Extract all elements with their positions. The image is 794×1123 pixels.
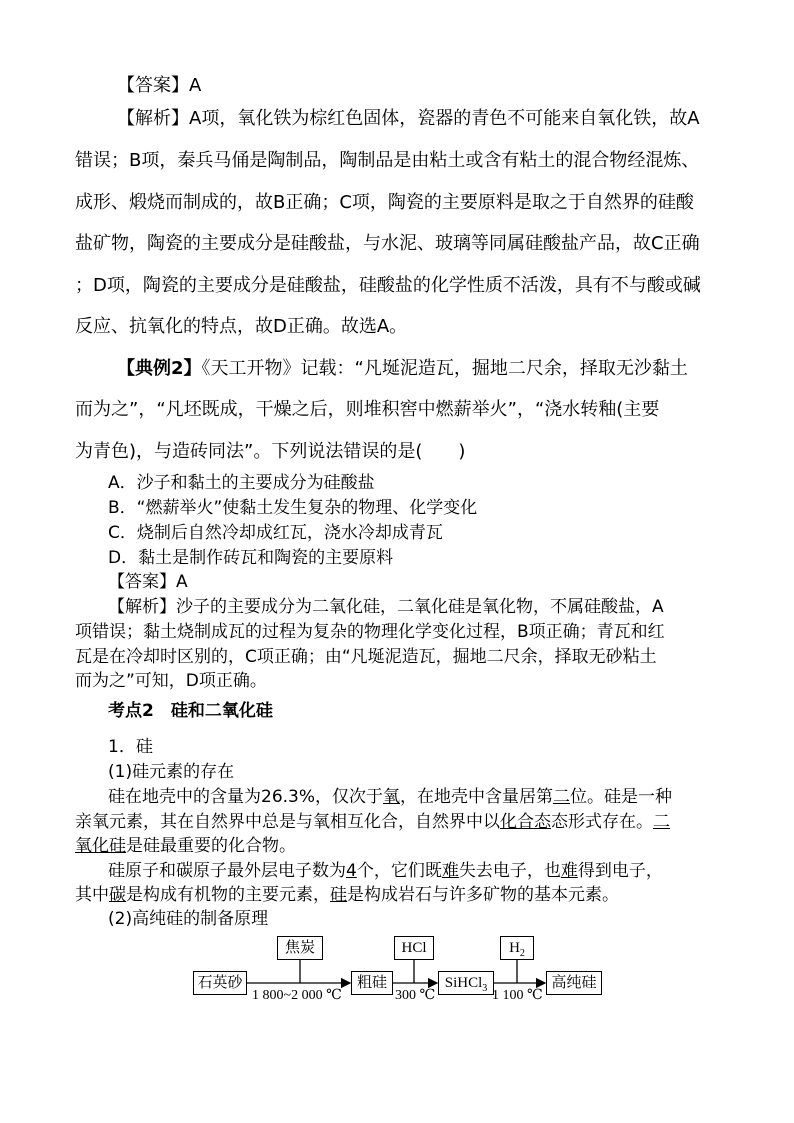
option-c: C．烧制后自然冷却成红瓦，浇水冷却成青瓦 bbox=[108, 523, 443, 543]
condition-2: 300 ℃ bbox=[395, 988, 436, 1003]
node-sihcl3: SiHCl$_3$ bbox=[438, 971, 494, 995]
reagent-hcl: HCl bbox=[394, 936, 434, 960]
para-1-line-1: 硅在地壳中的含量为26.3%，仅次于氧，在地壳中含量居第二位。硅是一种 bbox=[108, 787, 673, 807]
subheading-existence: (1)硅元素的存在 bbox=[108, 762, 235, 782]
analysis-1-line-2: 错误；B项，秦兵马俑是陶制品，陶制品是由粘土或含有粘土的混合物经混炼、 bbox=[75, 150, 700, 171]
option-a: A．沙子和黏土的主要成分为硅酸盐 bbox=[108, 473, 375, 493]
analysis-2-line-3: 瓦是在冷却时区别的，C项正确；由“凡埏泥造瓦，掘地二尺余，择取无砂粘土 bbox=[75, 647, 657, 667]
condition-3: 1 100 ℃ bbox=[492, 988, 543, 1003]
node-high-purity-silicon: 高纯硅 bbox=[546, 971, 602, 995]
example-2-question-2: 而为之”，“凡坯既成，干燥之后，则堆积窖中燃薪举火”，“浇水转釉(主要 bbox=[75, 399, 660, 420]
para-1-line-2: 亲氧元素，其在自然界中总是与氧相互化合，自然界中以化合态态形式存在。二 bbox=[75, 812, 670, 832]
para-2-line-1: 硅原子和碳原子最外层电子数为4个，它们既难失去电子，也难得到电子， bbox=[108, 861, 663, 881]
para-1-line-3: 氧化硅是硅最重要的化合物。 bbox=[75, 836, 296, 856]
option-b: B．“燃薪举火”使黏土发生复杂的物理、化学变化 bbox=[108, 498, 478, 518]
subheading-silicon: 1．硅 bbox=[108, 737, 153, 757]
analysis-2-line-2: 项错误；黏土烧制成瓦的过程为复杂的物理化学变化过程，B项正确；青瓦和红 bbox=[75, 622, 665, 642]
analysis-2-line-4: 而为之”可知，D项正确。 bbox=[75, 671, 267, 691]
example-2-question-1: 《天工开物》记载：“凡埏泥造瓦，掘地二尺余，择取无沙黏土 bbox=[201, 358, 688, 379]
node-quartz-sand: 石英砂 bbox=[193, 971, 247, 995]
reagent-coke: 焦炭 bbox=[277, 936, 323, 960]
example-2-question-3: 为青色)，与造砖同法”。下列说法错误的是( ) bbox=[75, 441, 466, 462]
subheading-preparation: (2)高纯硅的制备原理 bbox=[108, 909, 269, 929]
section-heading: 考点2 硅和二氧化硅 bbox=[108, 701, 273, 721]
condition-1: 1 800~2 000 ℃ bbox=[252, 988, 342, 1003]
analysis-1-line-5: ；D项，陶瓷的主要成分是硅酸盐，硅酸盐的化学性质不活泼，具有不与酸或碱 bbox=[75, 275, 701, 296]
para-2-line-2: 其中碳是构成有机物的主要元素，硅是构成岩石与许多矿物的基本元素。 bbox=[75, 885, 619, 905]
analysis-1-line-1: 【解析】A项，氧化铁为棕红色固体，瓷器的青色不可能来自氧化铁，故A bbox=[117, 108, 700, 129]
example-2-tag: 【典例2】 bbox=[117, 358, 202, 379]
analysis-1-line-3: 成形、煅烧而制成的，故B正确；C项，陶瓷的主要原料是取之于自然界的硅酸 bbox=[75, 192, 694, 213]
answer-2: 【答案】A bbox=[108, 572, 188, 592]
option-d: D．黏土是制作砖瓦和陶瓷的主要原料 bbox=[108, 548, 394, 568]
answer-1: 【答案】A bbox=[117, 75, 202, 96]
analysis-1-line-6: 反应、抗氧化的特点，故D正确。故选A。 bbox=[75, 316, 408, 337]
analysis-2-line-1: 【解析】沙子的主要成分为二氧化硅，二氧化硅是氧化物，不属硅酸盐，A bbox=[108, 597, 664, 617]
node-crude-silicon: 粗硅 bbox=[351, 971, 393, 995]
reagent-h2: $H_2$ bbox=[500, 936, 534, 960]
analysis-1-line-4: 盐矿物，陶瓷的主要成分是硅酸盐，与水泥、玻璃等同属硅酸盐产品，故C正确 bbox=[75, 233, 700, 254]
